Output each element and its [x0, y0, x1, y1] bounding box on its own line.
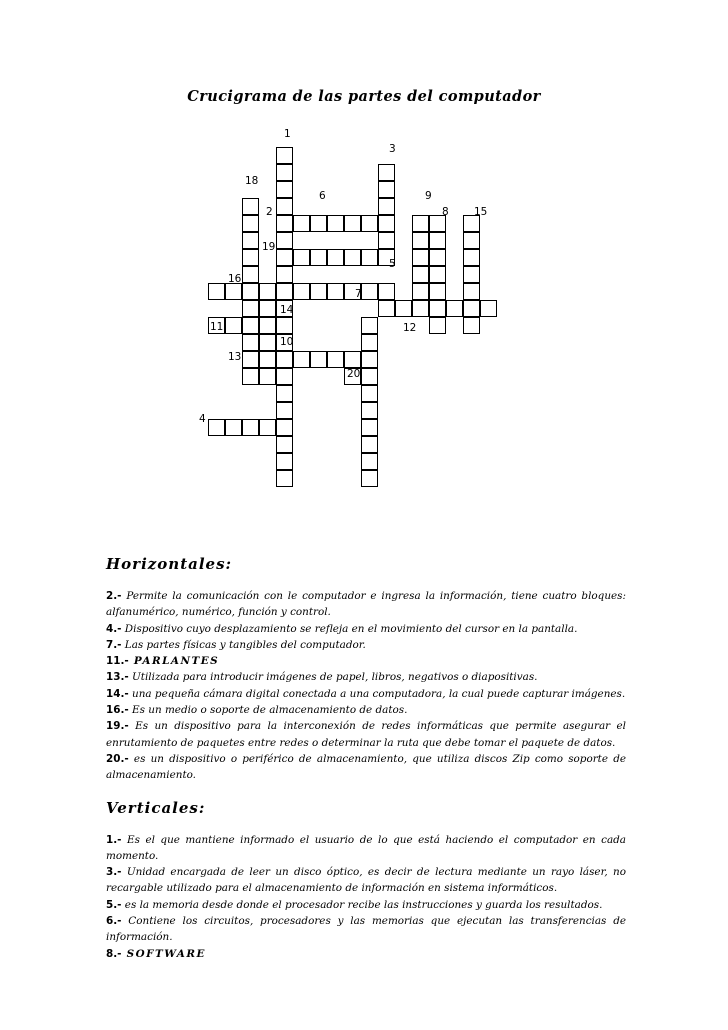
crossword-cell[interactable] [259, 351, 276, 368]
clue-number-label: 4 [199, 413, 206, 425]
crossword-cell[interactable] [276, 181, 293, 198]
crossword-cell[interactable] [259, 283, 276, 300]
horizontales-list [106, 588, 626, 784]
crossword-cell[interactable] [378, 283, 395, 300]
crossword-cell[interactable] [361, 385, 378, 402]
clue-number-label: 16 [228, 273, 242, 285]
crossword-cell[interactable] [361, 215, 378, 232]
clue-text: Unidad encargada de leer un disco óptico, es decir de lectura mediante un rayo láser, no recargable utilizado para el almacenamiento de información en sistema informáticos. [106, 866, 626, 895]
clue-text: Es un medio o soporte de almacenamiento de datos. [128, 704, 408, 717]
clue-index: 8.- [106, 947, 122, 960]
horizontales-clue [106, 621, 626, 637]
clue-number-label: 6 [319, 190, 326, 202]
clue-number-label: 2 [266, 206, 273, 218]
crossword-cell[interactable] [276, 147, 293, 164]
horizontales-clue [106, 653, 626, 669]
horizontales-heading: Horizontales: [106, 555, 233, 573]
clue-index: 19.- [106, 720, 129, 733]
crossword-cell[interactable] [242, 419, 259, 436]
clue-text: Permite la comunicación con le computador e ingresa la información, tiene cuatro bloques: alfanumérico, numérico, función y control. [106, 590, 626, 619]
crossword-cell[interactable] [225, 283, 242, 300]
verticales-clue [106, 864, 626, 897]
clues-section [106, 554, 626, 962]
crossword-cell[interactable] [378, 215, 395, 232]
clue-number-label: 12 [403, 322, 417, 334]
crossword-cell[interactable] [480, 300, 497, 317]
clue-number-label: 9 [425, 190, 432, 202]
verticales-clue [106, 946, 626, 962]
clue-number-label: 7 [355, 288, 362, 300]
crossword-cell[interactable] [361, 317, 378, 334]
crossword-cell[interactable] [378, 198, 395, 215]
clue-number-label: 20 [347, 368, 361, 380]
clue-number-label: 15 [474, 206, 488, 218]
crossword-cell[interactable] [412, 266, 429, 283]
crossword-cell[interactable] [225, 419, 242, 436]
crossword-cell[interactable] [395, 300, 412, 317]
horizontales-clue [106, 751, 626, 784]
clue-text: una pequeña cámara digital conectada a una computadora, la cual puede capturar imágenes. [128, 687, 626, 700]
clue-text: Es un dispositivo para la interconexión de redes informáticas que permite asegurar el enrutamiento de paquetes entre redes o determinar la ruta que debe tomar el paquete de datos. [106, 720, 626, 749]
crossword-cell[interactable] [412, 232, 429, 249]
crossword-cell[interactable] [429, 249, 446, 266]
crossword-cell[interactable] [361, 453, 378, 470]
crossword-cell[interactable] [463, 232, 480, 249]
horizontales-clue [106, 669, 626, 685]
crossword-cell[interactable] [463, 266, 480, 283]
crossword-cell[interactable] [463, 317, 480, 334]
clue-text: SOFTWARE [121, 947, 206, 960]
crossword-cell[interactable] [259, 300, 276, 317]
horizontales-clue [106, 637, 626, 653]
crossword-cell[interactable] [276, 266, 293, 283]
crossword-cell[interactable] [259, 334, 276, 351]
clue-text: Dispositivo cuyo desplazamiento se refleja en el movimiento del cursor en la pantalla. [121, 622, 578, 635]
crossword-cell[interactable] [242, 283, 259, 300]
crossword-cell[interactable] [259, 317, 276, 334]
crossword-cell[interactable] [242, 198, 259, 215]
crossword-cell[interactable] [242, 266, 259, 283]
crossword-cell[interactable] [429, 232, 446, 249]
verticales-clue [106, 913, 626, 946]
crossword-cell[interactable] [361, 351, 378, 368]
crossword-cell[interactable] [361, 470, 378, 487]
crossword-cell[interactable] [361, 283, 378, 300]
crossword-cell[interactable] [276, 164, 293, 181]
crossword-cell[interactable] [293, 283, 310, 300]
crossword-cell[interactable] [361, 402, 378, 419]
crossword-cell[interactable] [463, 300, 480, 317]
crossword-cell[interactable] [276, 215, 293, 232]
crossword-cell[interactable] [242, 368, 259, 385]
crossword-cell[interactable] [242, 249, 259, 266]
crossword-cell[interactable] [429, 317, 446, 334]
crossword-cell[interactable] [276, 402, 293, 419]
crossword-cell[interactable] [259, 368, 276, 385]
verticales-clue [106, 832, 626, 865]
crossword-cell[interactable] [208, 283, 225, 300]
crossword-cell[interactable] [378, 164, 395, 181]
verticales-heading: Verticales: [106, 798, 206, 817]
crossword-cell[interactable] [378, 300, 395, 317]
crossword-cell[interactable] [361, 368, 378, 385]
crossword-cell[interactable] [276, 419, 293, 436]
crossword-cell[interactable] [412, 249, 429, 266]
clue-index: 1.- [106, 833, 122, 846]
crossword-cell[interactable] [412, 300, 429, 317]
crossword-cell[interactable] [242, 351, 259, 368]
clue-index: 13.- [106, 671, 129, 684]
crossword-cell[interactable] [429, 283, 446, 300]
crossword-cell[interactable] [378, 232, 395, 249]
crossword-cell[interactable] [361, 419, 378, 436]
crossword-cell[interactable] [327, 249, 344, 266]
horizontales-clue [106, 718, 626, 751]
clue-number-label: 8 [442, 206, 449, 218]
crossword-cell[interactable] [412, 215, 429, 232]
crossword-cell[interactable] [276, 232, 293, 249]
clue-index: 5.- [106, 898, 122, 911]
crossword-cell[interactable] [361, 334, 378, 351]
crossword-cell[interactable] [429, 266, 446, 283]
crossword-cell[interactable] [276, 198, 293, 215]
crossword-cell[interactable] [242, 215, 259, 232]
crossword-cell[interactable] [463, 249, 480, 266]
crossword-cell[interactable] [242, 334, 259, 351]
clue-text: es la memoria desde donde el procesador recibe las instrucciones y guarda los resultados. [121, 898, 603, 911]
crossword-cell[interactable] [293, 215, 310, 232]
clue-index: 16.- [106, 704, 129, 717]
crossword-cell[interactable] [225, 317, 242, 334]
crossword-cell[interactable] [310, 249, 327, 266]
crossword-cell[interactable] [276, 283, 293, 300]
crossword-cell[interactable] [242, 317, 259, 334]
clue-text: Las partes físicas y tangibles del computador. [121, 638, 366, 651]
clue-index: 14.- [106, 687, 129, 700]
crossword-cell[interactable] [276, 317, 293, 334]
clue-index: 11.- [106, 655, 129, 668]
crossword-cell[interactable] [293, 249, 310, 266]
crossword-cell[interactable] [344, 351, 361, 368]
clue-text: Contiene los circuitos, procesadores y las memorias que ejecutan las transferencias de información. [106, 915, 626, 944]
clue-number-label: 18 [245, 175, 259, 187]
clue-index: 2.- [106, 590, 122, 602]
crossword-cell[interactable] [446, 300, 463, 317]
crossword-cell[interactable] [276, 470, 293, 487]
clue-number-label: 5 [389, 258, 396, 270]
clue-number-label: 19 [262, 241, 276, 253]
clue-number-label: 11 [210, 321, 224, 333]
crossword-cell[interactable] [412, 283, 429, 300]
crossword-cell[interactable] [463, 283, 480, 300]
verticales-clue [106, 897, 626, 913]
clue-number-label: 1 [284, 128, 291, 140]
crossword-cell[interactable] [310, 351, 327, 368]
horizontales-clue [106, 588, 626, 621]
page-title: Crucigrama de las partes del computador [187, 88, 541, 105]
clue-index: 4.- [106, 622, 122, 635]
clue-number-label: 10 [280, 336, 294, 348]
horizontales-clue [106, 702, 626, 718]
crossword-cell[interactable] [276, 351, 293, 368]
horizontales-clue [106, 686, 626, 702]
crossword-cell[interactable] [429, 300, 446, 317]
crossword-cell[interactable] [344, 215, 361, 232]
clue-index: 7.- [106, 638, 122, 651]
crossword-cell[interactable] [361, 249, 378, 266]
clue-text: Utilizada para introducir imágenes de papel, libros, negativos o diapositivas. [128, 671, 538, 684]
crossword-cell[interactable] [208, 419, 225, 436]
crossword-cell[interactable] [276, 436, 293, 453]
crossword-cell[interactable] [242, 300, 259, 317]
crossword-cell[interactable] [327, 351, 344, 368]
crossword-cell[interactable] [276, 368, 293, 385]
crossword-cell[interactable] [310, 215, 327, 232]
crossword-cell[interactable] [276, 249, 293, 266]
clue-number-label: 3 [389, 143, 396, 155]
clue-text: PARLANTES [128, 655, 220, 668]
crossword-cell[interactable] [327, 215, 344, 232]
crossword-cell[interactable] [361, 436, 378, 453]
clue-text: Es el que mantiene informado el usuario de lo que está haciendo el computador en cada momento. [106, 833, 626, 862]
clue-number-label: 13 [228, 351, 242, 363]
crossword-cell[interactable] [242, 232, 259, 249]
clue-index: 3.- [106, 866, 122, 879]
clue-index: 6.- [106, 915, 122, 928]
crossword-cell[interactable] [259, 419, 276, 436]
crossword-cell[interactable] [276, 385, 293, 402]
crossword-cell[interactable] [378, 181, 395, 198]
crossword-cell[interactable] [327, 283, 344, 300]
clue-index: 20.- [106, 752, 129, 765]
clue-text: es un dispositivo o periférico de almacenamiento, que utiliza discos Zip como soporte de almacenamiento. [106, 752, 626, 782]
clue-number-label: 14 [280, 304, 294, 316]
crossword-cell[interactable] [293, 351, 310, 368]
crossword-cell[interactable] [310, 283, 327, 300]
crossword-cell[interactable] [344, 249, 361, 266]
crossword-cell[interactable] [276, 453, 293, 470]
verticales-list [106, 832, 626, 962]
